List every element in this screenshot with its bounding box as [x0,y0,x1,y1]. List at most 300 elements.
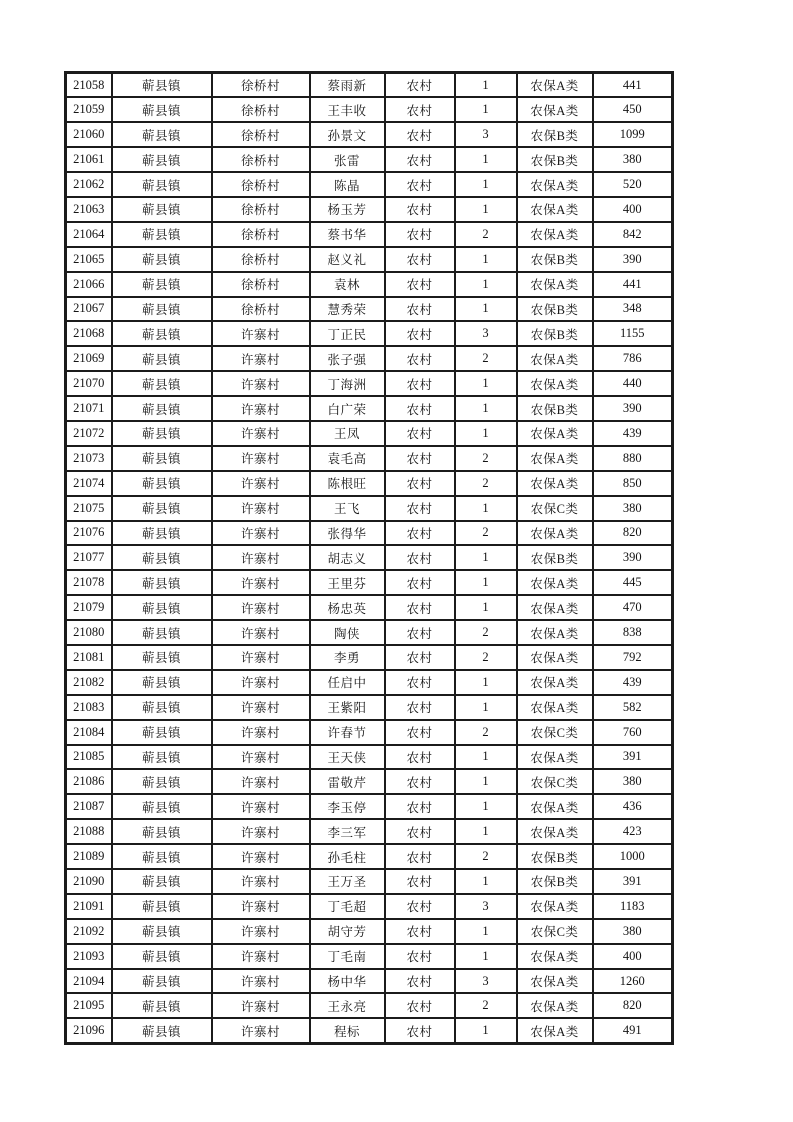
cell-village: 徐桥村 [212,197,310,222]
cell-name: 陈晶 [310,172,385,197]
table-row [66,122,673,147]
cell-person-count: 1 [455,172,517,197]
cell-village: 徐桥村 [212,147,310,172]
cell-amount: 380 [593,769,673,794]
cell-town: 蕲县镇 [112,993,212,1018]
cell-insurance-category: 农保A类 [517,346,593,371]
cell-name: 丁海洲 [310,371,385,396]
cell-village: 许寨村 [212,446,310,471]
cell-record-id: 21082 [66,670,112,695]
cell-name: 袁林 [310,272,385,297]
cell-village: 许寨村 [212,844,310,869]
cell-person-count: 3 [455,122,517,147]
cell-amount: 1260 [593,969,673,994]
cell-town: 蕲县镇 [112,894,212,919]
cell-town: 蕲县镇 [112,819,212,844]
cell-name: 王丰收 [310,97,385,122]
cell-record-id: 21086 [66,769,112,794]
cell-person-count: 1 [455,1018,517,1043]
cell-record-id: 21089 [66,844,112,869]
cell-town: 蕲县镇 [112,745,212,770]
cell-residence-type: 农村 [385,545,455,570]
roster-table-body [66,73,673,1044]
cell-amount: 440 [593,371,673,396]
cell-record-id: 21080 [66,620,112,645]
cell-town: 蕲县镇 [112,695,212,720]
cell-record-id: 21077 [66,545,112,570]
cell-town: 蕲县镇 [112,73,212,98]
cell-record-id: 21060 [66,122,112,147]
cell-name: 陈根旺 [310,471,385,496]
cell-person-count: 3 [455,894,517,919]
cell-amount: 1183 [593,894,673,919]
cell-village: 徐桥村 [212,172,310,197]
cell-village: 许寨村 [212,869,310,894]
cell-residence-type: 农村 [385,844,455,869]
cell-residence-type: 农村 [385,819,455,844]
cell-amount: 400 [593,197,673,222]
cell-record-id: 21071 [66,396,112,421]
cell-residence-type: 农村 [385,396,455,421]
cell-amount: 838 [593,620,673,645]
cell-town: 蕲县镇 [112,944,212,969]
cell-village: 许寨村 [212,745,310,770]
cell-person-count: 1 [455,869,517,894]
cell-town: 蕲县镇 [112,570,212,595]
cell-record-id: 21061 [66,147,112,172]
table-row [66,222,673,247]
cell-amount: 820 [593,521,673,546]
table-row [66,297,673,322]
cell-name: 陶侠 [310,620,385,645]
cell-person-count: 1 [455,545,517,570]
cell-record-id: 21065 [66,247,112,272]
table-row [66,944,673,969]
cell-residence-type: 农村 [385,969,455,994]
cell-insurance-category: 农保C类 [517,769,593,794]
cell-village: 许寨村 [212,944,310,969]
cell-record-id: 21093 [66,944,112,969]
cell-town: 蕲县镇 [112,272,212,297]
cell-record-id: 21073 [66,446,112,471]
cell-amount: 423 [593,819,673,844]
cell-name: 张得华 [310,521,385,546]
cell-name: 白广荣 [310,396,385,421]
cell-amount: 436 [593,794,673,819]
cell-town: 蕲县镇 [112,869,212,894]
cell-residence-type: 农村 [385,745,455,770]
cell-residence-type: 农村 [385,894,455,919]
cell-residence-type: 农村 [385,620,455,645]
cell-residence-type: 农村 [385,122,455,147]
cell-amount: 450 [593,97,673,122]
cell-insurance-category: 农保C类 [517,496,593,521]
cell-insurance-category: 农保A类 [517,73,593,98]
cell-record-id: 21078 [66,570,112,595]
cell-insurance-category: 农保B类 [517,247,593,272]
cell-town: 蕲县镇 [112,471,212,496]
cell-residence-type: 农村 [385,247,455,272]
cell-amount: 439 [593,670,673,695]
cell-insurance-category: 农保B类 [517,396,593,421]
cell-town: 蕲县镇 [112,297,212,322]
cell-insurance-category: 农保A类 [517,197,593,222]
cell-name: 李玉停 [310,794,385,819]
cell-person-count: 1 [455,247,517,272]
cell-insurance-category: 农保A类 [517,944,593,969]
cell-record-id: 21076 [66,521,112,546]
cell-amount: 390 [593,396,673,421]
cell-name: 蔡书华 [310,222,385,247]
cell-village: 徐桥村 [212,97,310,122]
table-row [66,147,673,172]
table-row [66,496,673,521]
cell-residence-type: 农村 [385,1018,455,1043]
cell-insurance-category: 农保B类 [517,869,593,894]
cell-amount: 445 [593,570,673,595]
cell-person-count: 1 [455,147,517,172]
cell-name: 孙毛柱 [310,844,385,869]
cell-amount: 491 [593,1018,673,1043]
cell-village: 徐桥村 [212,247,310,272]
cell-insurance-category: 农保A类 [517,222,593,247]
cell-village: 许寨村 [212,595,310,620]
cell-town: 蕲县镇 [112,247,212,272]
cell-name: 胡守芳 [310,919,385,944]
cell-person-count: 1 [455,919,517,944]
cell-residence-type: 农村 [385,147,455,172]
cell-record-id: 21087 [66,794,112,819]
table-row [66,570,673,595]
cell-town: 蕲县镇 [112,794,212,819]
cell-village: 许寨村 [212,695,310,720]
cell-town: 蕲县镇 [112,969,212,994]
table-row [66,720,673,745]
cell-record-id: 21059 [66,97,112,122]
cell-village: 许寨村 [212,346,310,371]
roster-table [64,71,674,1045]
cell-name: 杨忠英 [310,595,385,620]
cell-name: 蔡雨新 [310,73,385,98]
cell-name: 丁正民 [310,321,385,346]
cell-person-count: 1 [455,769,517,794]
cell-residence-type: 农村 [385,944,455,969]
cell-insurance-category: 农保B类 [517,545,593,570]
cell-residence-type: 农村 [385,919,455,944]
table-row [66,172,673,197]
cell-residence-type: 农村 [385,869,455,894]
cell-person-count: 1 [455,197,517,222]
cell-town: 蕲县镇 [112,346,212,371]
cell-insurance-category: 农保B类 [517,297,593,322]
cell-record-id: 21084 [66,720,112,745]
cell-insurance-category: 农保A类 [517,695,593,720]
cell-name: 李勇 [310,645,385,670]
cell-town: 蕲县镇 [112,720,212,745]
cell-person-count: 1 [455,944,517,969]
cell-insurance-category: 农保A类 [517,570,593,595]
table-row [66,595,673,620]
cell-amount: 390 [593,247,673,272]
cell-amount: 390 [593,545,673,570]
table-row [66,844,673,869]
cell-record-id: 21094 [66,969,112,994]
cell-amount: 520 [593,172,673,197]
cell-amount: 1099 [593,122,673,147]
table-row [66,371,673,396]
table-row [66,769,673,794]
cell-town: 蕲县镇 [112,197,212,222]
cell-insurance-category: 农保A类 [517,894,593,919]
cell-person-count: 1 [455,570,517,595]
cell-person-count: 1 [455,396,517,421]
cell-residence-type: 农村 [385,97,455,122]
cell-town: 蕲县镇 [112,421,212,446]
cell-residence-type: 农村 [385,446,455,471]
cell-amount: 380 [593,919,673,944]
cell-name: 孙景文 [310,122,385,147]
table-row [66,1018,673,1043]
cell-town: 蕲县镇 [112,919,212,944]
cell-record-id: 21058 [66,73,112,98]
cell-insurance-category: 农保A类 [517,819,593,844]
cell-village: 许寨村 [212,894,310,919]
cell-village: 许寨村 [212,570,310,595]
cell-record-id: 21063 [66,197,112,222]
cell-person-count: 1 [455,695,517,720]
cell-insurance-category: 农保A类 [517,620,593,645]
cell-person-count: 2 [455,471,517,496]
cell-amount: 348 [593,297,673,322]
cell-amount: 380 [593,496,673,521]
cell-village: 许寨村 [212,521,310,546]
cell-person-count: 1 [455,819,517,844]
table-row [66,993,673,1018]
cell-insurance-category: 农保A类 [517,446,593,471]
cell-person-count: 1 [455,73,517,98]
cell-record-id: 21069 [66,346,112,371]
table-row [66,645,673,670]
document-page [64,71,674,1045]
cell-person-count: 1 [455,745,517,770]
cell-village: 徐桥村 [212,122,310,147]
cell-residence-type: 农村 [385,794,455,819]
cell-name: 胡志义 [310,545,385,570]
cell-name: 丁毛南 [310,944,385,969]
cell-insurance-category: 农保B类 [517,122,593,147]
table-row [66,247,673,272]
table-row [66,745,673,770]
cell-insurance-category: 农保A类 [517,1018,593,1043]
cell-town: 蕲县镇 [112,844,212,869]
cell-insurance-category: 农保A类 [517,993,593,1018]
table-row [66,794,673,819]
cell-name: 许春节 [310,720,385,745]
cell-insurance-category: 农保A类 [517,272,593,297]
cell-amount: 470 [593,595,673,620]
table-row [66,894,673,919]
cell-residence-type: 农村 [385,993,455,1018]
table-row [66,670,673,695]
cell-record-id: 21068 [66,321,112,346]
cell-town: 蕲县镇 [112,222,212,247]
cell-residence-type: 农村 [385,595,455,620]
cell-person-count: 1 [455,496,517,521]
cell-person-count: 1 [455,97,517,122]
cell-residence-type: 农村 [385,421,455,446]
cell-record-id: 21064 [66,222,112,247]
cell-residence-type: 农村 [385,695,455,720]
cell-town: 蕲县镇 [112,620,212,645]
cell-person-count: 1 [455,421,517,446]
cell-amount: 400 [593,944,673,969]
cell-record-id: 21096 [66,1018,112,1043]
cell-residence-type: 农村 [385,222,455,247]
cell-town: 蕲县镇 [112,396,212,421]
cell-record-id: 21088 [66,819,112,844]
cell-record-id: 21072 [66,421,112,446]
table-row [66,197,673,222]
cell-town: 蕲县镇 [112,446,212,471]
cell-village: 许寨村 [212,769,310,794]
cell-person-count: 2 [455,720,517,745]
cell-amount: 880 [593,446,673,471]
cell-name: 杨中华 [310,969,385,994]
cell-insurance-category: 农保A类 [517,645,593,670]
cell-name: 任启中 [310,670,385,695]
cell-name: 王永亮 [310,993,385,1018]
cell-amount: 1000 [593,844,673,869]
cell-record-id: 21067 [66,297,112,322]
cell-residence-type: 农村 [385,769,455,794]
cell-person-count: 1 [455,272,517,297]
cell-name: 王里芬 [310,570,385,595]
cell-name: 王凤 [310,421,385,446]
cell-name: 赵义礼 [310,247,385,272]
cell-record-id: 21091 [66,894,112,919]
cell-person-count: 2 [455,521,517,546]
cell-village: 徐桥村 [212,73,310,98]
cell-amount: 439 [593,421,673,446]
cell-insurance-category: 农保C类 [517,720,593,745]
cell-insurance-category: 农保A类 [517,97,593,122]
table-row [66,421,673,446]
cell-record-id: 21095 [66,993,112,1018]
cell-amount: 582 [593,695,673,720]
table-row [66,396,673,421]
cell-village: 许寨村 [212,371,310,396]
cell-insurance-category: 农保A类 [517,421,593,446]
cell-town: 蕲县镇 [112,496,212,521]
cell-record-id: 21066 [66,272,112,297]
cell-residence-type: 农村 [385,321,455,346]
cell-residence-type: 农村 [385,346,455,371]
cell-town: 蕲县镇 [112,595,212,620]
cell-amount: 441 [593,73,673,98]
cell-name: 杨玉芳 [310,197,385,222]
cell-name: 王天侠 [310,745,385,770]
cell-person-count: 1 [455,371,517,396]
cell-village: 许寨村 [212,819,310,844]
table-row [66,346,673,371]
cell-record-id: 21075 [66,496,112,521]
cell-person-count: 2 [455,620,517,645]
cell-amount: 1155 [593,321,673,346]
cell-record-id: 21070 [66,371,112,396]
cell-village: 许寨村 [212,620,310,645]
cell-name: 丁毛超 [310,894,385,919]
cell-name: 王万圣 [310,869,385,894]
cell-town: 蕲县镇 [112,321,212,346]
cell-village: 许寨村 [212,471,310,496]
cell-residence-type: 农村 [385,172,455,197]
table-row [66,321,673,346]
cell-amount: 380 [593,147,673,172]
table-row [66,919,673,944]
cell-person-count: 1 [455,297,517,322]
cell-town: 蕲县镇 [112,172,212,197]
cell-residence-type: 农村 [385,670,455,695]
cell-name: 王紫阳 [310,695,385,720]
cell-insurance-category: 农保A类 [517,670,593,695]
cell-insurance-category: 农保A类 [517,969,593,994]
cell-village: 许寨村 [212,720,310,745]
cell-record-id: 21079 [66,595,112,620]
cell-village: 许寨村 [212,969,310,994]
cell-insurance-category: 农保A类 [517,371,593,396]
cell-residence-type: 农村 [385,645,455,670]
cell-amount: 760 [593,720,673,745]
cell-residence-type: 农村 [385,272,455,297]
cell-town: 蕲县镇 [112,371,212,396]
cell-village: 许寨村 [212,496,310,521]
cell-amount: 441 [593,272,673,297]
cell-record-id: 21085 [66,745,112,770]
cell-residence-type: 农村 [385,570,455,595]
cell-residence-type: 农村 [385,720,455,745]
cell-residence-type: 农村 [385,73,455,98]
cell-person-count: 3 [455,321,517,346]
table-row [66,272,673,297]
cell-insurance-category: 农保B类 [517,147,593,172]
cell-village: 许寨村 [212,421,310,446]
cell-amount: 820 [593,993,673,1018]
cell-village: 许寨村 [212,545,310,570]
cell-town: 蕲县镇 [112,670,212,695]
cell-residence-type: 农村 [385,496,455,521]
cell-name: 王飞 [310,496,385,521]
cell-town: 蕲县镇 [112,645,212,670]
cell-residence-type: 农村 [385,471,455,496]
cell-amount: 391 [593,869,673,894]
cell-person-count: 2 [455,222,517,247]
cell-town: 蕲县镇 [112,122,212,147]
cell-village: 许寨村 [212,645,310,670]
cell-name: 李三军 [310,819,385,844]
cell-village: 许寨村 [212,794,310,819]
cell-record-id: 21092 [66,919,112,944]
cell-amount: 792 [593,645,673,670]
cell-name: 雷敬芹 [310,769,385,794]
cell-town: 蕲县镇 [112,521,212,546]
cell-name: 袁毛高 [310,446,385,471]
table-row [66,620,673,645]
table-row [66,545,673,570]
cell-village: 许寨村 [212,1018,310,1043]
cell-residence-type: 农村 [385,521,455,546]
cell-residence-type: 农村 [385,297,455,322]
cell-amount: 786 [593,346,673,371]
